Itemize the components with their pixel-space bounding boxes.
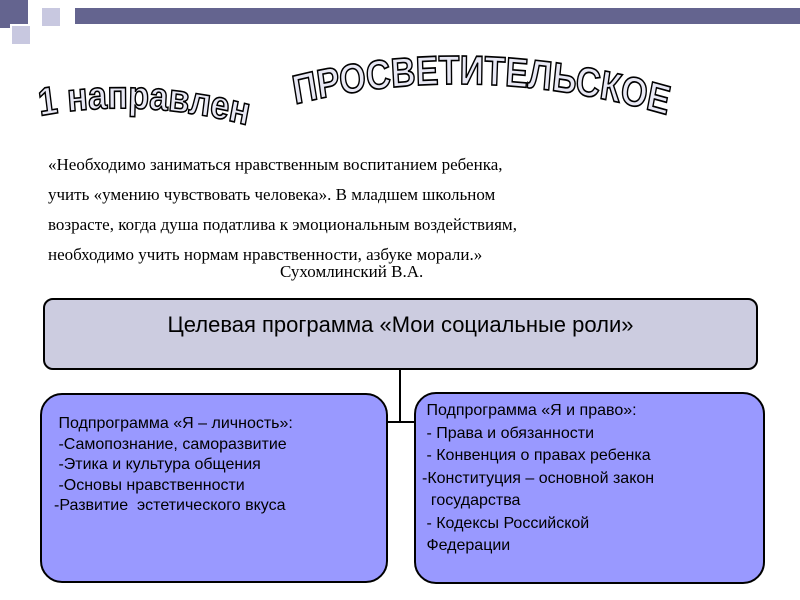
subprogram-line: - Права и обязанности [422, 424, 595, 442]
top-bar [75, 8, 800, 24]
program-box [43, 298, 758, 370]
subprogram-line: Подпрограмма «Я – личность»: [54, 415, 293, 432]
program-title: Целевая программа «Мои социальные роли» [167, 312, 634, 337]
subprogram-line: -Этика и культура общения [54, 456, 261, 473]
subprogram-line: - Кодексы Российской [422, 514, 590, 532]
corner-square-light [40, 6, 62, 28]
subprogram-line: Федерации [422, 537, 511, 554]
direction-name: ПРОСВЕТИТЕЛЬСКОЕ [289, 48, 675, 124]
quote-line: учить «умению чувствовать человека». В младшем школьном [48, 185, 496, 204]
subprogram-line: -Основы нравственности [54, 476, 245, 494]
subprogram-line: -Развитие эстетического вкуса [54, 497, 286, 514]
subprogram-line: -Конституция – основной закон [422, 469, 655, 487]
subprogram-line: - Конвенция о правах ребенка [422, 447, 651, 464]
subprogram-line: государства [422, 492, 521, 509]
quote [48, 150, 648, 270]
connector-vertical [399, 370, 401, 422]
quote-line: «Необходимо заниматься нравственным воспитанием ребенка, [48, 155, 503, 174]
heading [0, 48, 800, 138]
subprogram-line: Подпрограмма «Я и право»: [422, 402, 637, 419]
corner-square-light [10, 24, 32, 46]
subprogram-box-law [414, 392, 765, 584]
quote-author: Сухомлинский В.А. [280, 262, 424, 281]
direction-label: 1 направлен [35, 73, 254, 134]
subprogram-box-personality [40, 393, 388, 583]
quote-line: возрасте, когда душа податлива к эмоциональным воздействиям, [48, 215, 517, 234]
quote-line: необходимо учить нормам нравственности, азбуке морали.» [48, 245, 483, 264]
subprogram-line: -Самопознание, саморазвитие [54, 435, 287, 453]
